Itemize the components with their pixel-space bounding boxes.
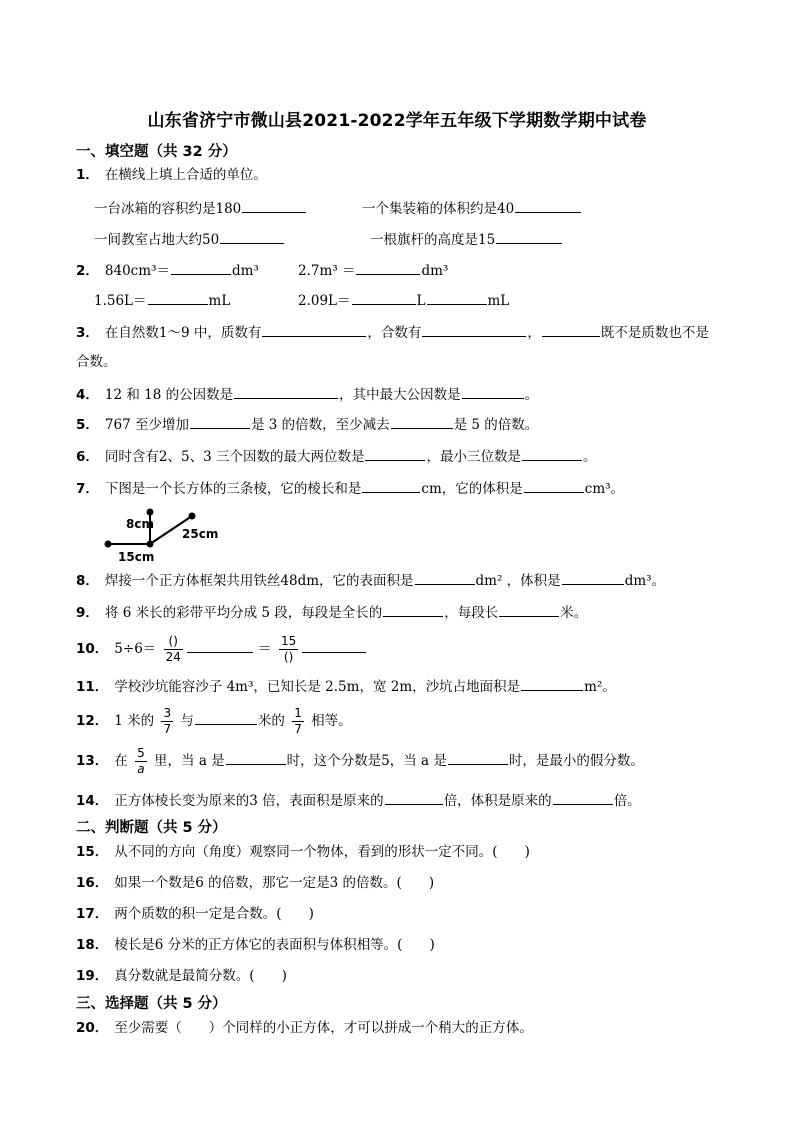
- question-1a: 一台冰箱的容积约是180: [94, 198, 307, 219]
- page-title: 山东省济宁市微山县2021-2022学年五年级下学期数学期中试卷: [147, 111, 647, 131]
- vertex-dot: [147, 509, 154, 516]
- question-1b: 一个集装箱的体积约是40: [362, 198, 582, 219]
- fraction: $\frac{15}{()}$: [280, 634, 297, 664]
- answer-blank[interactable]: [226, 750, 286, 765]
- question-12: 12． 1 米的 $\frac{3}{7}$ 与 米的 $\frac{1}{7}$ 相等。: [76, 706, 352, 736]
- answer-blank[interactable]: [496, 229, 562, 244]
- answer-blank[interactable]: [190, 414, 250, 429]
- fraction: $\frac{()}{24}$: [165, 634, 181, 664]
- answer-blank[interactable]: [391, 414, 453, 429]
- height-label: 8cm: [126, 517, 154, 531]
- vertex-dot: [189, 513, 196, 520]
- cuboid-edges-figure: [96, 504, 236, 566]
- answer-blank[interactable]: [220, 229, 284, 244]
- fraction: $\frac{5}{a}$: [137, 746, 145, 776]
- vertex-dot: [105, 541, 112, 548]
- question-6: 6． 同时含有2、5、3 三个因数的最大两位数是 ，最小三位数是 。: [76, 446, 596, 467]
- answer-blank[interactable]: [242, 198, 306, 213]
- length-label: 15cm: [118, 550, 155, 564]
- question-19: 19． 真分数就是最简分数。( ): [76, 968, 287, 984]
- answer-blank[interactable]: [522, 446, 582, 461]
- answer-blank[interactable]: [515, 198, 581, 213]
- vertex-dot: [147, 541, 154, 548]
- answer-blank[interactable]: [148, 290, 208, 305]
- answer-blank[interactable]: [499, 602, 559, 617]
- answer-blank[interactable]: [262, 322, 366, 337]
- answer-blank[interactable]: [427, 290, 487, 305]
- section-heading-true-false: 二、判断题（共 5 分）: [76, 820, 227, 836]
- question-8: 8． 焊接一个正方体框架共用铁丝48dm，它的表面积是 dm² ，体积是 dm³。: [76, 570, 665, 591]
- question-17: 17． 两个质数的积一定是合数。( ): [76, 906, 314, 922]
- answer-blank[interactable]: [385, 790, 443, 805]
- answer-blank[interactable]: [195, 710, 257, 725]
- section-heading-fill-blank: 一、填空题（共 32 分）: [76, 144, 237, 160]
- question-13: 13． 在 $\frac{5}{a}$ 里，当 a 是 时，这个分数是5，当 a 是 时，是最小的假分数。: [76, 746, 644, 776]
- question-3: 3． 在自然数1～9 中，质数有 ，合数有 ， 既不是质数也不是: [76, 322, 709, 343]
- question-20: 20． 至少需要（ ）个同样的小正方体，才可以拼成一个稍大的正方体。: [76, 1020, 533, 1036]
- question-1c: 一间教室占地大约50: [94, 229, 285, 250]
- answer-blank[interactable]: [524, 478, 584, 493]
- question-2-c: 1.56L＝ mL: [94, 290, 230, 311]
- answer-blank[interactable]: [383, 602, 443, 617]
- question-11: 11． 学校沙坑能容沙子 4m³，已知长是 2.5m，宽 2m，沙坑占地面积是 m²。: [76, 676, 616, 697]
- answer-blank[interactable]: [187, 638, 253, 653]
- question-3-cont: 合数。: [76, 354, 117, 370]
- question-5: 5． 767 至少增加 是 3 的倍数，至少减去 是 5 的倍数。: [76, 414, 538, 435]
- question-2-b: 2.7m³ ＝ dm³: [298, 260, 448, 281]
- question-7: 7． 下图是一个长方体的三条棱，它的棱长和是 cm，它的体积是 cm³。: [76, 478, 624, 499]
- answer-blank[interactable]: [356, 260, 420, 275]
- question-9: 9． 将 6 米长的彩带平均分成 5 段，每段是全长的 ，每段长 米。: [76, 602, 587, 623]
- answer-blank[interactable]: [521, 676, 583, 691]
- answer-blank[interactable]: [234, 384, 338, 399]
- answer-blank[interactable]: [352, 290, 416, 305]
- answer-blank[interactable]: [448, 750, 508, 765]
- answer-blank[interactable]: [462, 384, 524, 399]
- question-2-d: 2.09L＝ L mL: [298, 290, 509, 311]
- question-16: 16． 如果一个数是6 的倍数，那它一定是3 的倍数。( ): [76, 875, 435, 891]
- question-2-row1: 2． 840cm³＝ dm³: [76, 260, 259, 281]
- answer-blank[interactable]: [422, 322, 526, 337]
- answer-blank[interactable]: [553, 790, 613, 805]
- answer-blank[interactable]: [415, 570, 475, 585]
- answer-blank[interactable]: [171, 260, 231, 275]
- fraction: $\frac{3}{7}$: [163, 706, 172, 736]
- width-label: 25cm: [182, 527, 219, 541]
- answer-blank[interactable]: [302, 638, 366, 653]
- question-14: 14． 正方体棱长变为原来的3 倍，表面积是原来的 倍，体积是原来的 倍。: [76, 790, 641, 811]
- answer-blank[interactable]: [362, 478, 420, 493]
- question-1d: 一根旗杆的高度是15: [370, 229, 563, 250]
- fraction: $\frac{1}{7}$: [294, 706, 302, 736]
- answer-blank[interactable]: [542, 322, 600, 337]
- answer-blank[interactable]: [365, 446, 425, 461]
- question-1: 1． 在横线上填上合适的单位。: [76, 167, 267, 183]
- question-4: 4． 12 和 18 的公因数是 ，其中最大公因数是 。: [76, 384, 538, 405]
- question-10: 10． 5÷6＝ $\frac{()}{24}$ ＝ $\frac{15}{()}$: [76, 632, 367, 666]
- answer-blank[interactable]: [562, 570, 624, 585]
- question-15: 15． 从不同的方向（角度）观察同一个物体，看到的形状一定不同。( ): [76, 844, 530, 860]
- section-heading-multiple-choice: 三、选择题（共 5 分）: [76, 996, 227, 1012]
- question-18: 18． 棱长是6 分米的正方体它的表面积与体积相等。( ): [76, 937, 435, 953]
